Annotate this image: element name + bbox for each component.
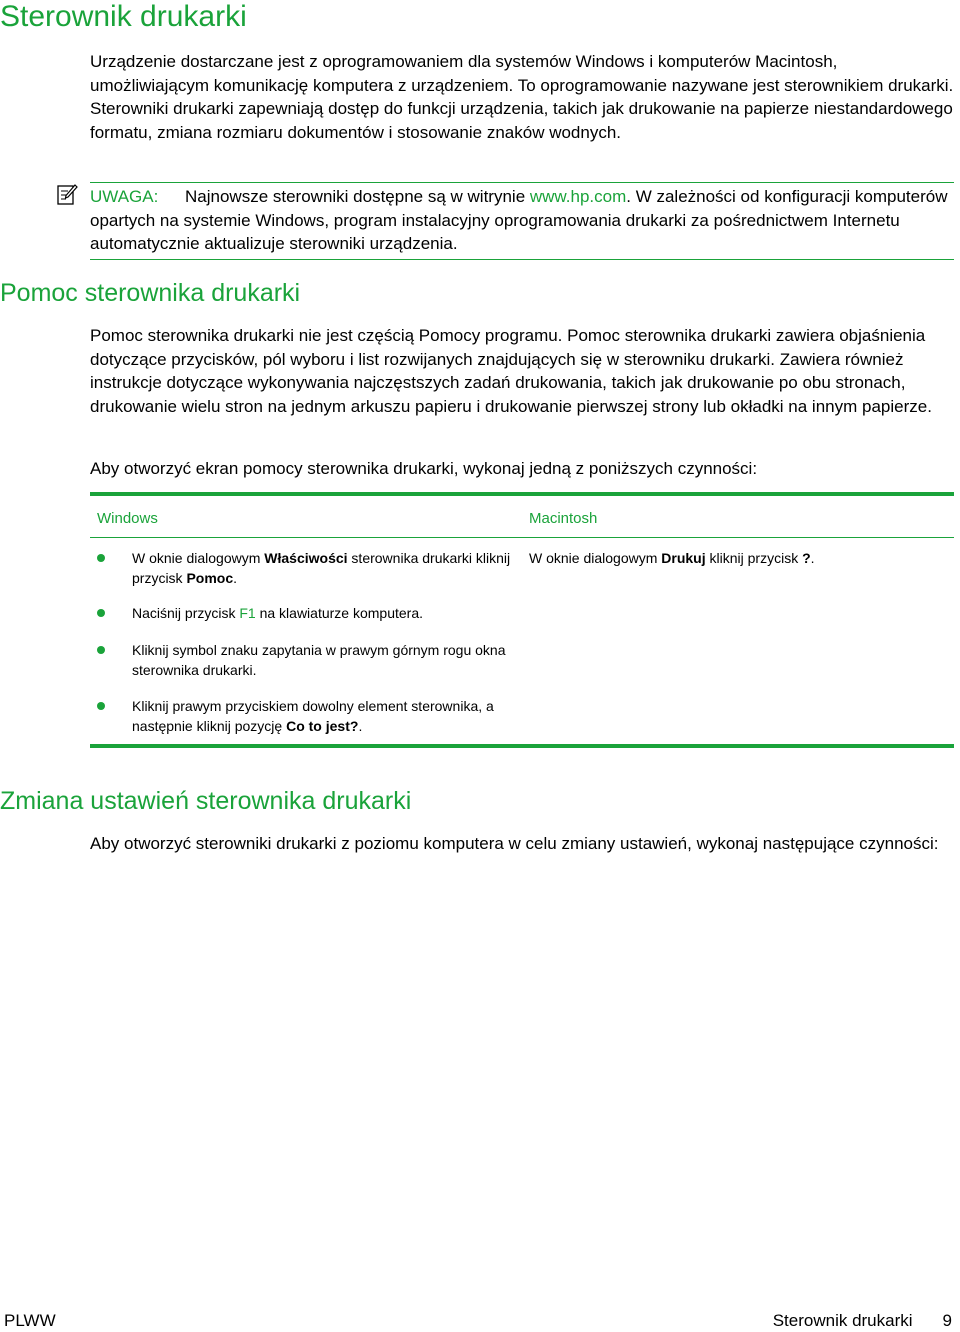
bullet-dot-icon	[97, 609, 105, 617]
mac-text: kliknij przycisk	[705, 550, 803, 566]
note-text-after: . W zależności od konfiguracji komputerów opartych na systemie Windows, program instalacyjny oprogramowania drukarki za pośrednictwem Internetu automatycznie aktualizuje sterowniki urządzenia.	[90, 187, 948, 253]
page-number: 9	[942, 1311, 952, 1330]
header-divider	[90, 537, 954, 538]
change-paragraph: Aby otworzyć sterowniki drukarki z poziomu komputera w celu zmiany ustawień, wykonaj następujące czynności:	[90, 834, 939, 853]
footer-right	[773, 1311, 952, 1331]
list-item-text: Naciśnij przycisk	[132, 605, 240, 621]
list-item-text: na klawiaturze komputera.	[255, 605, 424, 621]
list-item-text: W oknie dialogowym	[132, 550, 265, 566]
properties-label: Właściwości	[264, 550, 348, 566]
help-lead: Aby otworzyć ekran pomocy sterownika drukarki, wykonaj jedną z poniższych czynności:	[90, 459, 758, 478]
col-header-windows: Windows	[97, 510, 158, 527]
whats-this-label: Co to jest?	[286, 718, 359, 734]
col-header-macintosh: Macintosh	[529, 510, 598, 527]
bullet-dot-icon	[97, 554, 105, 562]
list-item-text: Kliknij prawym przyciskiem dowolny element sterownika, a następnie kliknij pozycję	[132, 698, 494, 734]
hp-link[interactable]: www.hp.com	[529, 187, 627, 206]
bullet-dot-icon	[97, 646, 105, 654]
footer-title: Sterownik drukarki	[772, 1311, 913, 1330]
help-button-label: Pomoc	[186, 570, 234, 586]
note-text-before: Najnowsze sterowniki dostępne są w witrynie	[185, 187, 530, 206]
print-dialog-label: Drukuj	[661, 550, 706, 566]
page-title: Sterownik drukarki	[0, 0, 247, 33]
list-item-text: .	[233, 570, 238, 586]
mac-text: W oknie dialogowym	[529, 550, 662, 566]
mac-instruction	[529, 548, 949, 568]
footer-left: PLWW	[4, 1311, 56, 1330]
section-heading-help: Pomoc sterownika drukarki	[0, 279, 301, 307]
bullet-dot-icon	[97, 702, 105, 710]
f1-key-label: F1	[239, 605, 256, 621]
help-paragraph: Pomoc sterownika drukarki nie jest częścią Pomocy programu. Pomoc sterownika drukarki zawiera objaśnienia dotyczące przycisków, pól wyboru i list rozwijanych znajdujących się w sterowniku drukarki. Zawiera również instrukcje dotyczące wykonywania najczęstszych zadań drukowania, takich jak drukowanie po obu stronach, drukowanie wielu stron na jednym arkuszu papieru i drukowanie pierwszej strony lub okładki na innym papierze.	[90, 326, 932, 416]
list-item-text: .	[358, 718, 363, 734]
note-pencil-icon	[56, 183, 78, 207]
note-box	[90, 182, 954, 260]
help-table	[90, 492, 954, 748]
question-button-label: ?	[802, 550, 811, 566]
list-item-text: Kliknij symbol znaku zapytania w prawym górnym rogu okna sterownika drukarki.	[132, 642, 506, 678]
section-heading-change: Zmiana ustawień sterownika drukarki	[0, 787, 412, 815]
intro-paragraph: Urządzenie dostarczane jest z oprogramowaniem dla systemów Windows i komputerów Macintosh, umożliwiającym komunikację komputera z urządzeniem. To oprogramowanie nazywane jest sterownikiem drukarki. Sterowniki drukarki zapewniają dostęp do funkcji urządzenia, takich jak drukowanie na papierze niestandardowego formatu, zmiana rozmiaru dokumentów i stosowanie znaków wodnych.	[90, 52, 954, 142]
mac-text: .	[810, 550, 815, 566]
list-item-text: sterownika drukarki kliknij przycisk	[132, 550, 511, 586]
note-label: UWAGA:	[90, 187, 159, 206]
